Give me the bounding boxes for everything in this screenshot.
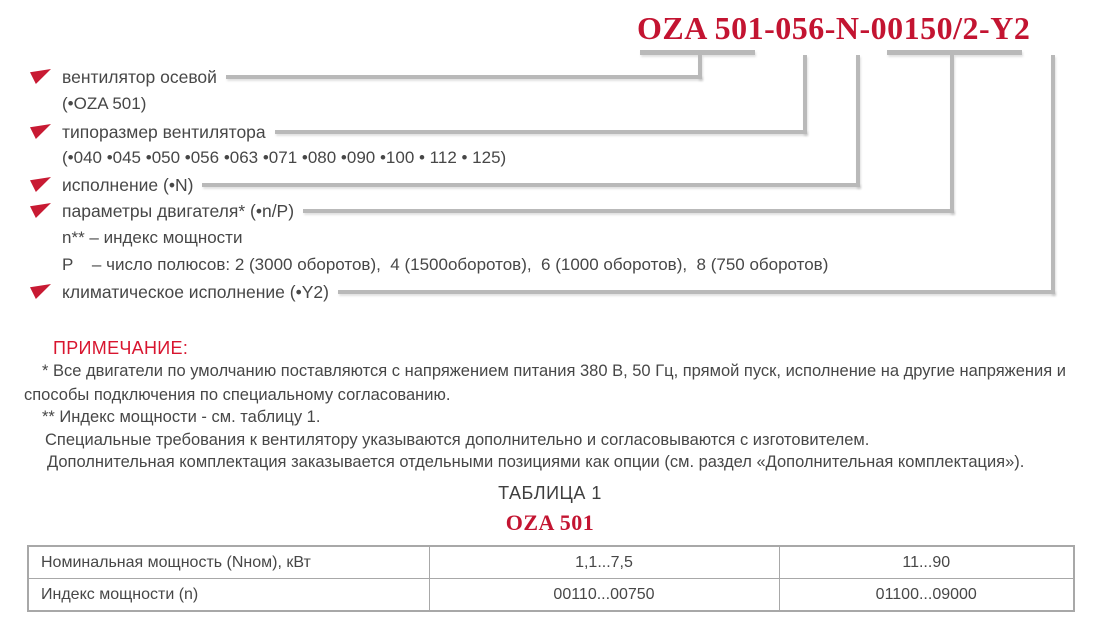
note-line: ** Индекс мощности - см. таблицу 1. (42, 408, 321, 426)
legend-options: (•040 •045 •050 •056 •063 •071 •080 •090 •100 • 112 • 125) (62, 148, 507, 167)
legend-label: параметры двигателя* (•n/P) (62, 201, 295, 221)
connector-vertical-line-4 (950, 55, 954, 213)
connector-line (202, 183, 860, 187)
connector-line (226, 75, 702, 79)
table-title: ТАБЛИЦА 1 (498, 483, 602, 503)
power-index-table (27, 545, 1075, 612)
flag-marker-icon (30, 177, 51, 192)
legend-row-version (62, 175, 860, 195)
product-code-title: OZA 501-056-N-00150/2-Y2 (637, 10, 1031, 46)
note-line: Дополнительная комплектация заказывается отдельными позициями как опции (см. раздел «Дополнительная комплектация»). (47, 453, 1025, 471)
legend-row-fan-type (62, 67, 702, 87)
connector-vertical-line-3 (856, 55, 860, 187)
connector-line (338, 290, 1055, 294)
connector-line (275, 130, 807, 134)
legend-row-climate (62, 282, 1055, 302)
table-row (28, 546, 1074, 579)
title-underline-bar-00150-2 (887, 50, 1022, 55)
legend-label: исполнение (•N) (62, 175, 194, 195)
legend-row-motor-params (62, 201, 954, 221)
note-line: * Все двигатели по умолчанию поставляются с напряжением питания 380 В, 50 Гц, прямой пуск, исполнение на другие напряжения и (42, 362, 1066, 380)
table-cell-value: 1,1...7,5 (429, 546, 779, 579)
table-cell-parameter: Индекс мощности (n) (28, 579, 429, 612)
legend-label: типоразмер вентилятора (62, 122, 266, 142)
table-cell-value: 00110...00750 (429, 579, 779, 612)
legend-label: вентилятор осевой (62, 67, 217, 87)
table-cell-value: 01100...09000 (779, 579, 1074, 612)
flag-marker-icon (30, 124, 51, 139)
table-subtitle: OZA 501 (505, 510, 595, 535)
table-cell-value: 11...90 (779, 546, 1074, 579)
legend-options: (•OZA 501) (62, 94, 147, 113)
note-line: Специальные требования к вентилятору указываются дополнительно и согласовываются с изготовителем. (45, 431, 870, 449)
table-cell-parameter: Номинальная мощность (Nном), кВт (28, 546, 429, 579)
flag-marker-icon (30, 284, 51, 299)
legend-row-size (62, 122, 807, 142)
connector-line (303, 209, 954, 213)
notes-heading: ПРИМЕЧАНИЕ: (53, 338, 189, 358)
legend-label: климатическое исполнение (•Y2) (62, 282, 329, 302)
table-row (28, 579, 1074, 612)
note-line: способы подключения по специальному согласованию. (24, 386, 451, 404)
legend-poles-note: P – число полюсов: 2 (3000 оборотов), 4 (1500оборотов), 6 (1000 оборотов), 8 (750 оборотов) (62, 255, 829, 274)
flag-marker-icon (30, 203, 51, 218)
connector-vertical-line-5 (1051, 55, 1055, 294)
flag-marker-icon (30, 69, 51, 84)
legend-power-index-note: n** – индекс мощности (62, 228, 243, 247)
